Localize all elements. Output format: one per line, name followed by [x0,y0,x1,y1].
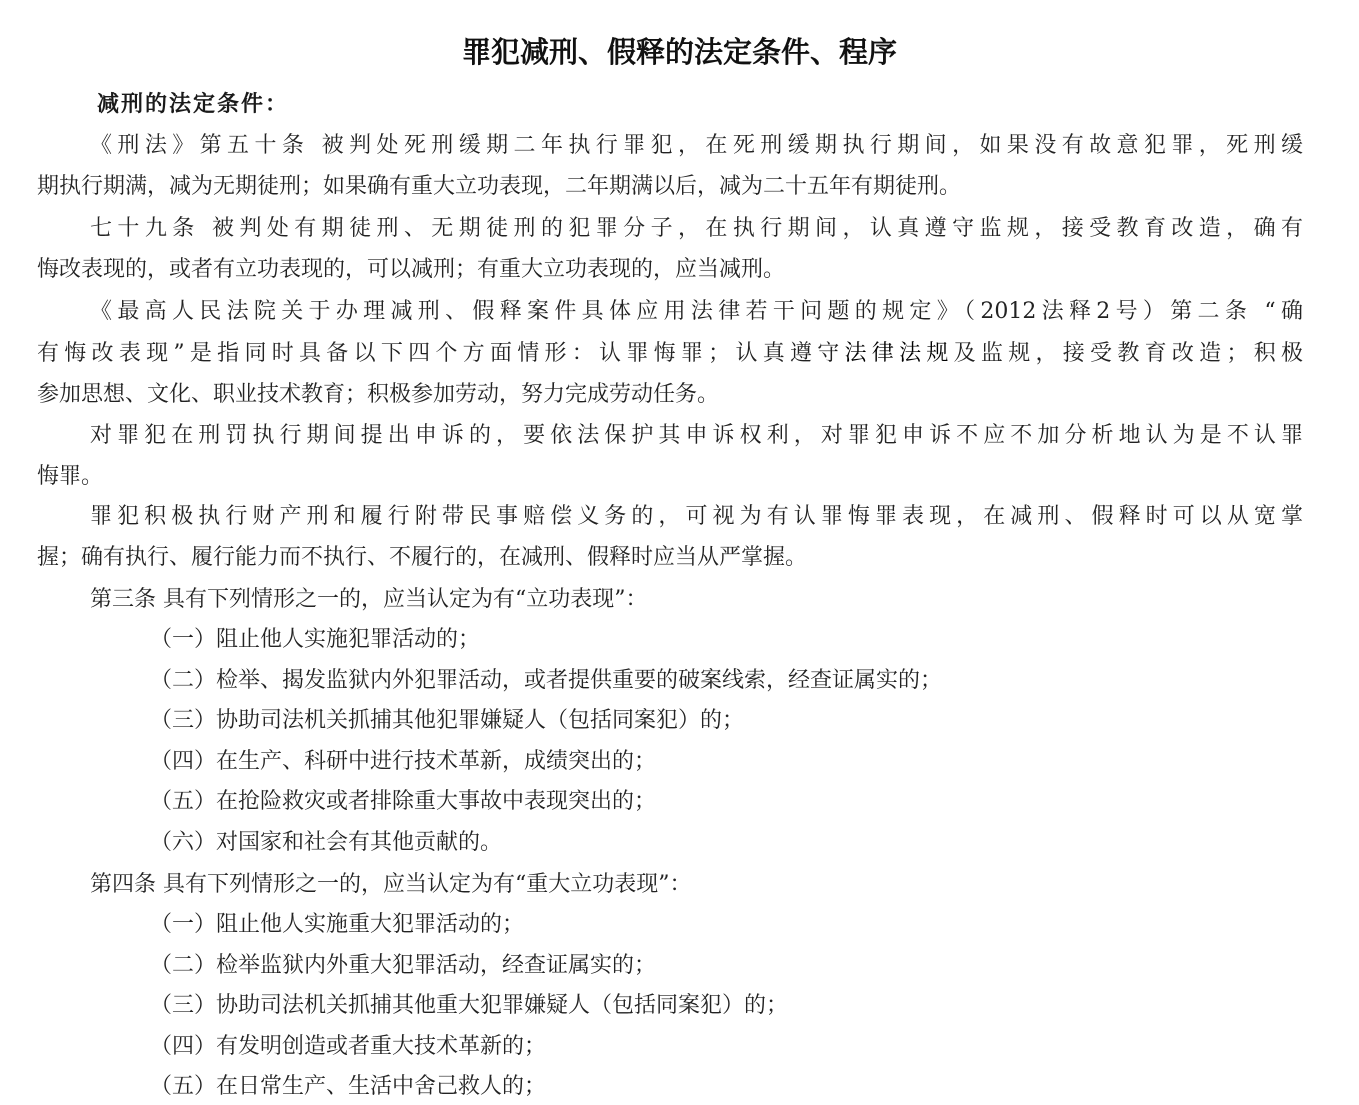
paragraph-5-line-2: 握；确有执行、履行能力而不执行、不履行的，在减刑、假释时应当从严掌握。 [37,545,808,570]
article-4-item: （一）阻止他人实施重大犯罪活动的； [150,912,525,937]
paragraph-1-line-1: 《刑法》第五十条 被判处死刑缓期二年执行罪犯，在死刑缓期执行期间，如果没有故意犯罪，死刑缓 [90,133,1303,158]
article-3-item: （一）阻止他人实施犯罪活动的； [150,627,481,652]
paragraph-3-line-3: 参加思想、文化、职业技术教育；积极参加劳动，努力完成劳动任务。 [37,382,720,407]
article-4-intro: 第四条 具有下列情形之一的，应当认定为有“重大立功表现”： [90,872,692,897]
article-3-item: （六）对国家和社会有其他贡献的。 [150,830,503,855]
article-4-item: （四）有发明创造或者重大技术革新的； [150,1034,547,1059]
article-3-intro: 第三条 具有下列情形之一的，应当认定为有“立功表现”： [90,587,648,612]
article-3-item: （三）协助司法机关抓捕其他犯罪嫌疑人（包括同案犯）的； [150,708,745,733]
paragraph-4-line-1: 对罪犯在刑罚执行期间提出申诉的，要依法保护其申诉权利，对罪犯申诉不应不加分析地认为是不认罪 [90,423,1303,448]
paragraph-2-line-1: 七十九条 被判处有期徒刑、无期徒刑的犯罪分子，在执行期间，认真遵守监规，接受教育改造，确有 [90,216,1303,241]
law-regulation-link[interactable]: 法律法规 [844,341,954,366]
article-3-item: （四）在生产、科研中进行技术革新，成绩突出的； [150,749,657,774]
paragraph-5-line-1: 罪犯积极执行财产刑和履行附带民事赔偿义务的，可视为有认罪悔罪表现，在减刑、假释时可以从宽掌 [90,504,1303,529]
document-title: 罪犯减刑、假释的法定条件、程序 [461,35,897,69]
paragraph-3-line-2 [37,338,1303,370]
section-heading: 减刑的法定条件： [97,92,290,117]
paragraph-2-line-2: 悔改表现的，或者有立功表现的，可以减刑；有重大立功表现的，应当减刑。 [37,257,786,282]
paragraph-4-line-2: 悔罪。 [37,464,104,489]
article-3-item: （二）检举、揭发监狱内外犯罪活动，或者提供重要的破案线索，经查证属实的； [150,668,943,693]
paragraph-3-line-2-start: 有悔改表现”是指同时具备以下四个方面情形：认罪悔罪；认真遵守 [37,341,845,366]
article-4-item: （五）在日常生产、生活中舍己救人的； [150,1074,547,1099]
paragraph-1-line-2: 期执行期满，减为无期徒刑；如果确有重大立功表现，二年期满以后，减为二十五年有期徒刑。 [37,174,962,199]
paragraph-3-line-1: 《最高人民法院关于办理减刑、假释案件具体应用法律若干问题的规定》（2012法释2号）第二条 “确 [90,299,1303,324]
article-3-item: （五）在抢险救灾或者排除重大事故中表现突出的； [150,789,657,814]
article-4-item: （三）协助司法机关抓捕其他重大犯罪嫌疑人（包括同案犯）的； [150,993,789,1018]
article-4-item: （二）检举监狱内外重大犯罪活动，经查证属实的； [150,953,657,978]
paragraph-3-line-2-end: 及监规，接受教育改造；积极 [953,341,1303,366]
